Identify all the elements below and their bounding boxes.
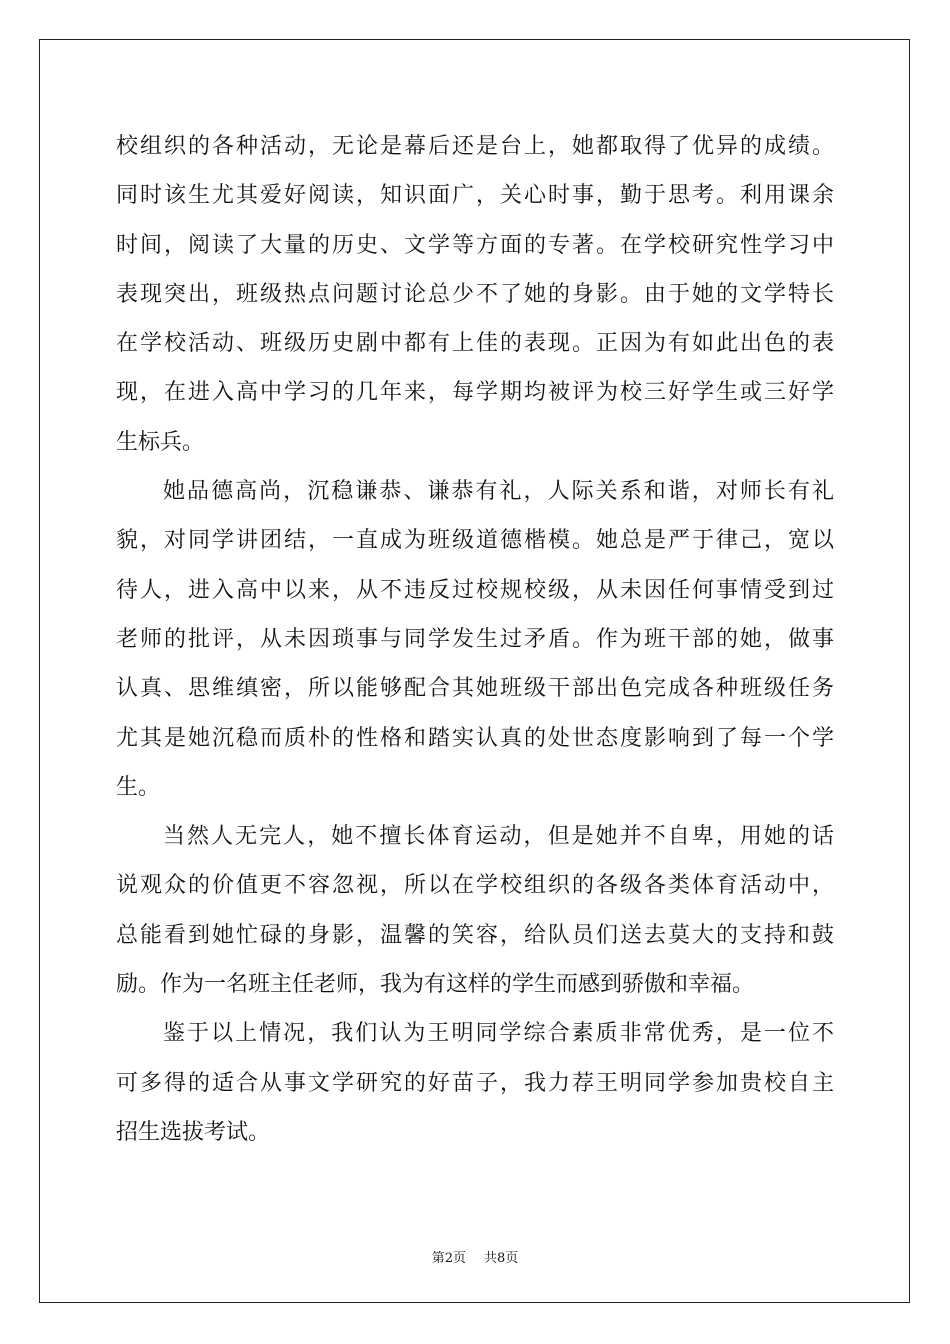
text-line: 说观众的价值更不容忽视，所以在学校组织的各级各类体育活动中， xyxy=(116,873,834,899)
text-line: 时间，阅读了大量的历史、文学等方面的专著。在学校研究性学习中 xyxy=(116,232,834,258)
document-body xyxy=(116,122,834,1157)
text-line: 她品德高尚，沉稳谦恭、谦恭有礼，人际关系和谐，对师长有礼 xyxy=(163,479,834,505)
page-footer xyxy=(0,1247,950,1266)
current-page-number: 第2页 xyxy=(431,1251,466,1266)
text-line: 可多得的适合从事文学研究的好苗子，我力荐王明同学参加贵校自主 xyxy=(116,1070,834,1096)
text-line: 现，在进入高中学习的几年来，每学期均被评为校三好学生或三好学 xyxy=(116,380,834,406)
text-line: 当然人无完人，她不擅长体育运动，但是她并不自卑，用她的话 xyxy=(163,824,834,850)
text-line: 貌，对同学讲团结，一直成为班级道德楷模。她总是严于律己，宽以 xyxy=(116,528,834,554)
text-line: 尤其是她沉稳而质朴的性格和踏实认真的处世态度影响到了每一个学 xyxy=(116,725,834,751)
text-line: 鉴于以上情况，我们认为王明同学综合素质非常优秀，是一位不 xyxy=(163,1021,834,1047)
text-line: 待人，进入高中以来，从不违反过校规校级，从未因任何事情受到过 xyxy=(116,577,834,603)
text-line: 总能看到她忙碌的身影，温馨的笑容，给队员们送去莫大的支持和鼓 xyxy=(116,922,834,948)
text-line: 在学校活动、班级历史剧中都有上佳的表现。正因为有如此出色的表 xyxy=(116,331,834,357)
text-line: 校组织的各种活动，无论是幕后还是台上，她都取得了优异的成绩。 xyxy=(116,134,834,159)
text-line: 认真、思维缜密，所以能够配合其她班级干部出色完成各种班级任务 xyxy=(116,676,834,702)
text-line: 老师的批评，从未因琐事与同学发生过矛盾。作为班干部的她，做事 xyxy=(116,626,834,652)
total-pages: 共8页 xyxy=(484,1251,519,1266)
text-line: 同时该生尤其爱好阅读，知识面广，关心时事，勤于思考。利用课余 xyxy=(116,183,834,209)
text-line: 招生选拔考试。 xyxy=(116,1119,271,1145)
text-line: 生。 xyxy=(116,774,161,800)
text-line: 励。作为一名班主任老师，我为有这样的学生而感到骄傲和幸福。 xyxy=(116,972,755,998)
text-line: 生标兵。 xyxy=(116,429,205,455)
text-line: 表现突出，班级热点问题讨论总少不了她的身影。由于她的文学特长 xyxy=(116,281,834,307)
